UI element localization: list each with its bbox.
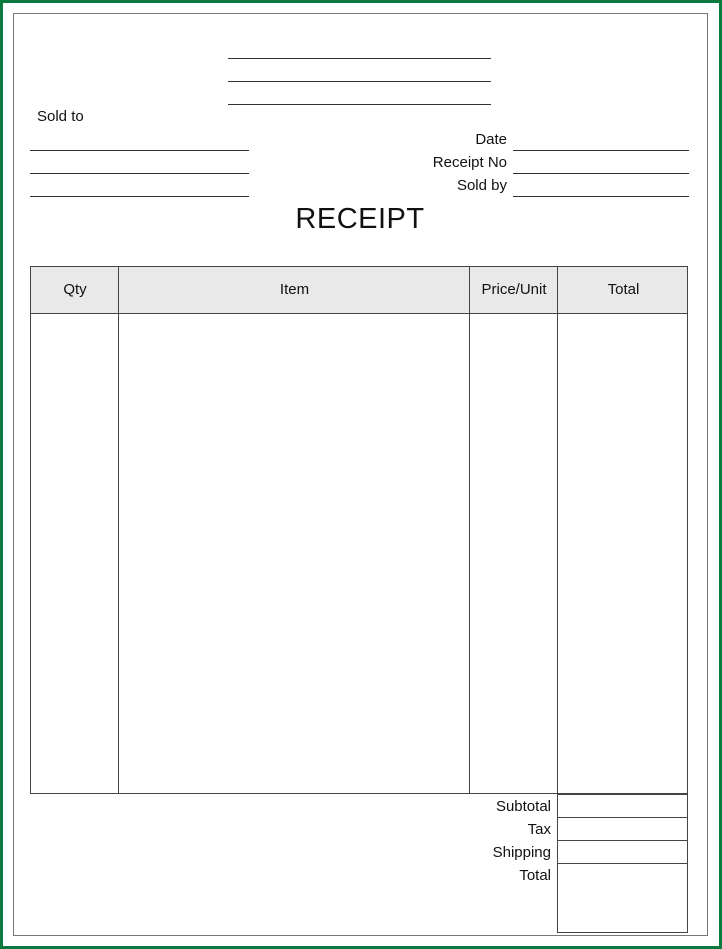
column-divider-3 bbox=[557, 267, 558, 793]
column-divider-2 bbox=[469, 267, 470, 793]
items-table bbox=[30, 266, 688, 794]
sold-to-line-3[interactable] bbox=[30, 196, 249, 197]
company-line-2[interactable] bbox=[228, 81, 491, 82]
column-header-total: Total bbox=[607, 281, 640, 298]
column-header-qty: Qty bbox=[63, 281, 87, 298]
tax-field[interactable] bbox=[557, 817, 688, 841]
sold-to-label: Sold to bbox=[37, 108, 84, 125]
shipping-label: Shipping bbox=[492, 844, 551, 861]
receipt-title: RECEIPT bbox=[295, 203, 425, 235]
company-line-3[interactable] bbox=[228, 104, 491, 105]
tax-label: Tax bbox=[527, 821, 551, 838]
date-field[interactable] bbox=[513, 150, 689, 151]
sold-to-line-2[interactable] bbox=[30, 173, 249, 174]
receipt-no-label: Receipt No bbox=[432, 154, 507, 171]
column-header-item: Item bbox=[279, 281, 310, 298]
subtotal-label: Subtotal bbox=[495, 798, 551, 815]
subtotal-field[interactable] bbox=[557, 794, 688, 818]
sold-by-field[interactable] bbox=[513, 196, 689, 197]
column-divider-1 bbox=[118, 267, 119, 793]
total-label: Total bbox=[519, 867, 551, 884]
column-header-price-unit: Price/Unit bbox=[481, 281, 547, 298]
company-line-1[interactable] bbox=[228, 58, 491, 59]
receipt-no-field[interactable] bbox=[513, 173, 689, 174]
shipping-field[interactable] bbox=[557, 840, 688, 864]
total-field[interactable] bbox=[557, 863, 688, 933]
date-label: Date bbox=[475, 131, 507, 148]
sold-by-label: Sold by bbox=[456, 177, 507, 194]
sold-to-line-1[interactable] bbox=[30, 150, 249, 151]
